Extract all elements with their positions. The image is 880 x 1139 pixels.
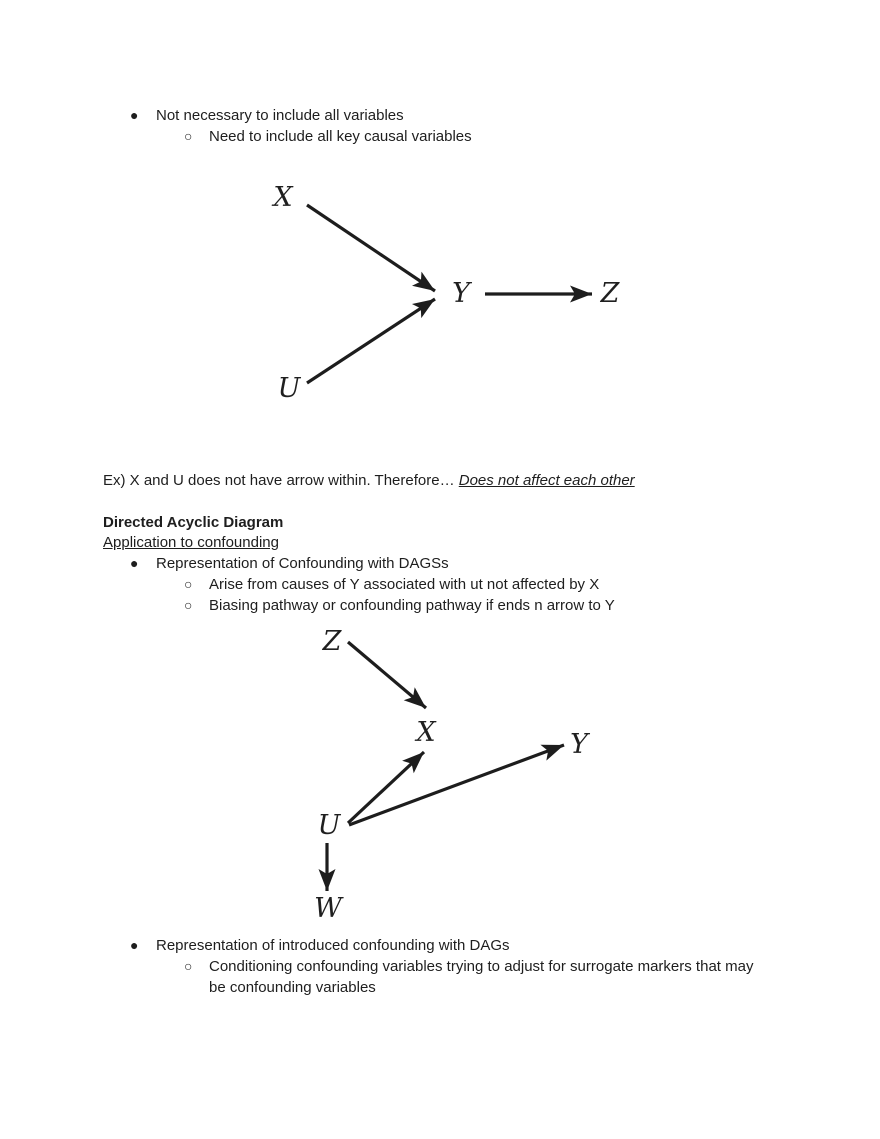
dag2-node-w: W <box>314 893 342 924</box>
bullet-disc-icon: ● <box>130 107 139 123</box>
list-item <box>183 595 615 616</box>
dag1-node-z: Z <box>600 278 620 309</box>
bullet-disc-icon: ● <box>130 555 139 571</box>
dag1-edge-x-to-y <box>307 205 435 291</box>
dag2-node-x: X <box>416 717 436 748</box>
list-item <box>183 956 761 998</box>
list-item <box>129 935 510 956</box>
list-item-text: Biasing pathway or confounding pathway if ends n arrow to Y <box>209 597 615 614</box>
list-item-text: Not necessary to include all variables <box>156 107 404 124</box>
list-item-text: Conditioning confounding variables trying to adjust for surrogate markers that may be confounding variables <box>209 958 754 996</box>
list-item <box>129 105 404 126</box>
example-text: Ex) X and U does not have arrow within. Therefore… <box>103 472 459 489</box>
dag-diagram-2 <box>280 625 610 925</box>
dag2-node-z: Z <box>322 626 342 657</box>
bullet-circle-icon: ○ <box>184 576 193 592</box>
dag2-edge-u-to-y <box>349 745 564 825</box>
section-subheading: Application to confounding <box>103 534 279 551</box>
section-heading: Directed Acyclic Diagram <box>103 514 284 531</box>
list-item-text: Representation of Confounding with DAGSs <box>156 555 449 572</box>
dag2-edge-z-to-x <box>348 642 426 708</box>
bullet-disc-icon: ● <box>130 937 139 953</box>
dag1-node-y: Y <box>452 278 470 309</box>
example-emphasis: Does not affect each other <box>458 472 635 489</box>
dag1-node-u: U <box>277 373 301 404</box>
bullet-circle-icon: ○ <box>184 128 193 144</box>
dag2-node-y: Y <box>570 729 588 760</box>
dag1-node-x: X <box>273 182 293 213</box>
list-item <box>129 553 449 574</box>
dag2-node-u: U <box>317 810 341 841</box>
dag-diagram-1 <box>240 170 660 420</box>
bullet-circle-icon: ○ <box>184 597 193 613</box>
list-item-text: Need to include all key causal variables <box>209 128 472 145</box>
list-item-text: Arise from causes of Y associated with ut not affected by X <box>209 576 600 593</box>
example-line <box>103 470 635 491</box>
list-item <box>183 574 599 595</box>
dag1-edge-u-to-y <box>307 299 435 383</box>
list-item <box>183 126 472 147</box>
list-item-text: Representation of introduced confounding with DAGs <box>156 937 510 954</box>
bullet-circle-icon: ○ <box>184 958 193 974</box>
